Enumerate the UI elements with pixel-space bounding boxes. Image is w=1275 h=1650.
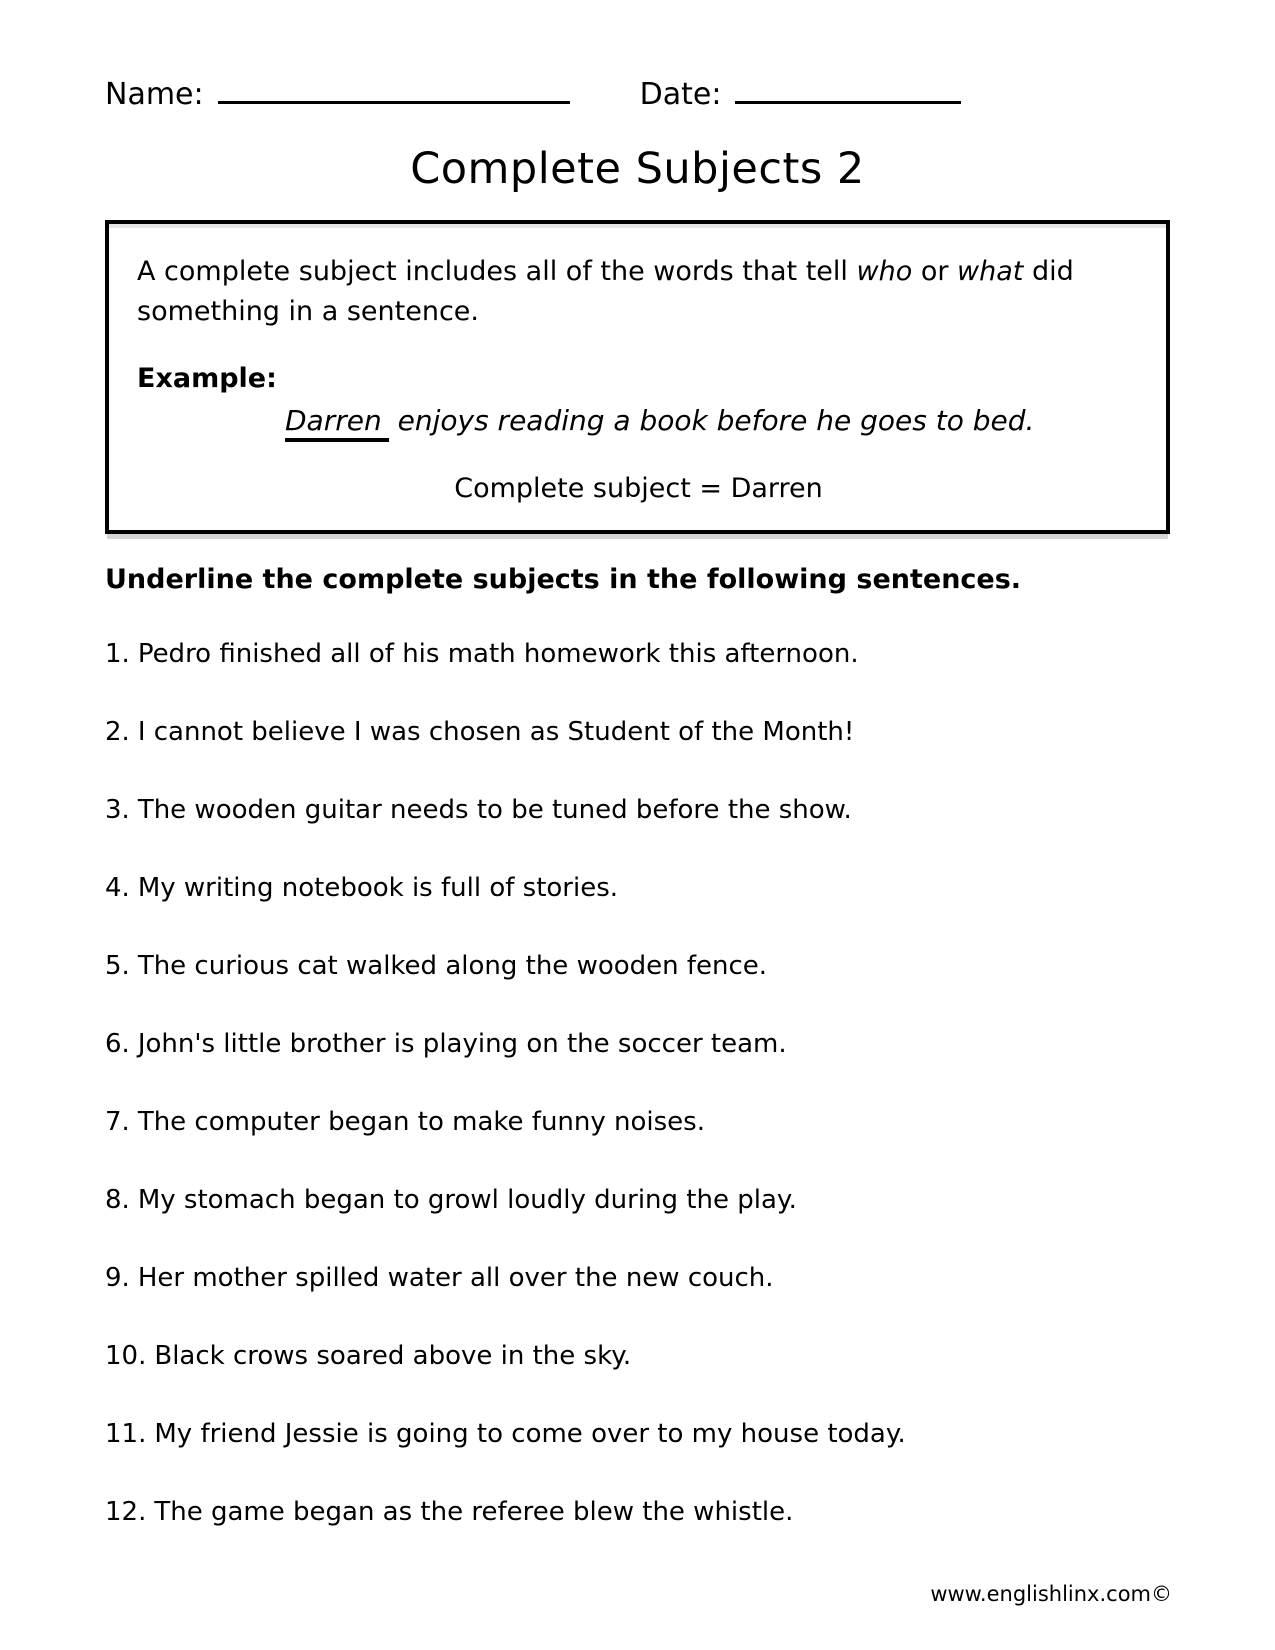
page-title: Complete Subjects 2 [410, 143, 865, 194]
sentence-text: Black crows soared above in the sky. [154, 1340, 632, 1371]
sentence-text: The computer began to make funny noises. [137, 1106, 705, 1137]
sentence-item [105, 715, 1170, 749]
definition-text [137, 252, 1140, 333]
sentence-text: The game began as the referee blew the whistle. [154, 1496, 794, 1527]
sentence-text: I cannot believe I was chosen as Student of the Month! [137, 716, 855, 747]
definition-part2: or [912, 255, 958, 287]
sentence-item [105, 871, 1170, 905]
header-row [105, 72, 1170, 112]
sentence-item [105, 793, 1170, 827]
sentence-number: 7. [105, 1106, 130, 1137]
sentence-number: 5. [105, 950, 130, 981]
sentence-text: The wooden guitar needs to be tuned before the show. [137, 794, 852, 825]
sentence-text: Her mother spilled water all over the new couch. [137, 1262, 774, 1293]
sentence-text: Pedro finished all of his math homework this afternoon. [137, 638, 859, 669]
name-blank-line [218, 72, 570, 104]
directions-text: Underline the complete subjects in the following sentences. [105, 563, 1022, 595]
sentence-number: 3. [105, 794, 130, 825]
definition-italic-what: what [957, 255, 1024, 287]
underlined-subject: Darren [285, 404, 389, 442]
sentence-text: My writing notebook is full of stories. [137, 872, 619, 903]
footer-site-text: www.englishlinx.com© [930, 1582, 1172, 1606]
sentence-list [105, 637, 1170, 1529]
sentence-number: 11. [105, 1418, 147, 1449]
sentence-number: 12. [105, 1496, 147, 1527]
definition-part1: A complete subject includes all of the words that tell [137, 255, 857, 287]
definition-italic-who: who [856, 255, 913, 287]
name-label: Name: [105, 76, 204, 112]
date-label: Date: [639, 76, 722, 112]
sentence-number: 10. [105, 1340, 147, 1371]
sentence-number: 1. [105, 638, 130, 669]
sentence-text: My stomach began to growl loudly during the play. [137, 1184, 797, 1215]
sentence-item [105, 949, 1170, 983]
sentence-number: 2. [105, 716, 130, 747]
sentence-item [105, 1105, 1170, 1139]
example-answer: Complete subject = Darren [454, 472, 823, 504]
definition-box [105, 220, 1170, 534]
example-sentence [285, 404, 1140, 437]
sentence-item [105, 637, 1170, 671]
date-blank-line [735, 72, 961, 104]
sentence-item [105, 1495, 1170, 1529]
sentence-item [105, 1027, 1170, 1061]
sentence-item [105, 1417, 1170, 1451]
sentence-number: 6. [105, 1028, 130, 1059]
sentence-item [105, 1261, 1170, 1295]
example-sentence-rest: enjoys reading a book before he goes to bed. [388, 403, 1035, 437]
sentence-number: 4. [105, 872, 130, 903]
sentence-text: The curious cat walked along the wooden fence. [137, 950, 768, 981]
sentence-text: My friend Jessie is going to come over to my house today. [154, 1418, 906, 1449]
sentence-item [105, 1183, 1170, 1217]
sentence-number: 8. [105, 1184, 130, 1215]
sentence-item [105, 1339, 1170, 1373]
definition-part3: did something in a sentence. [137, 255, 1074, 327]
sentence-number: 9. [105, 1262, 130, 1293]
sentence-text: John's little brother is playing on the soccer team. [137, 1028, 787, 1059]
example-label: Example: [137, 362, 277, 394]
